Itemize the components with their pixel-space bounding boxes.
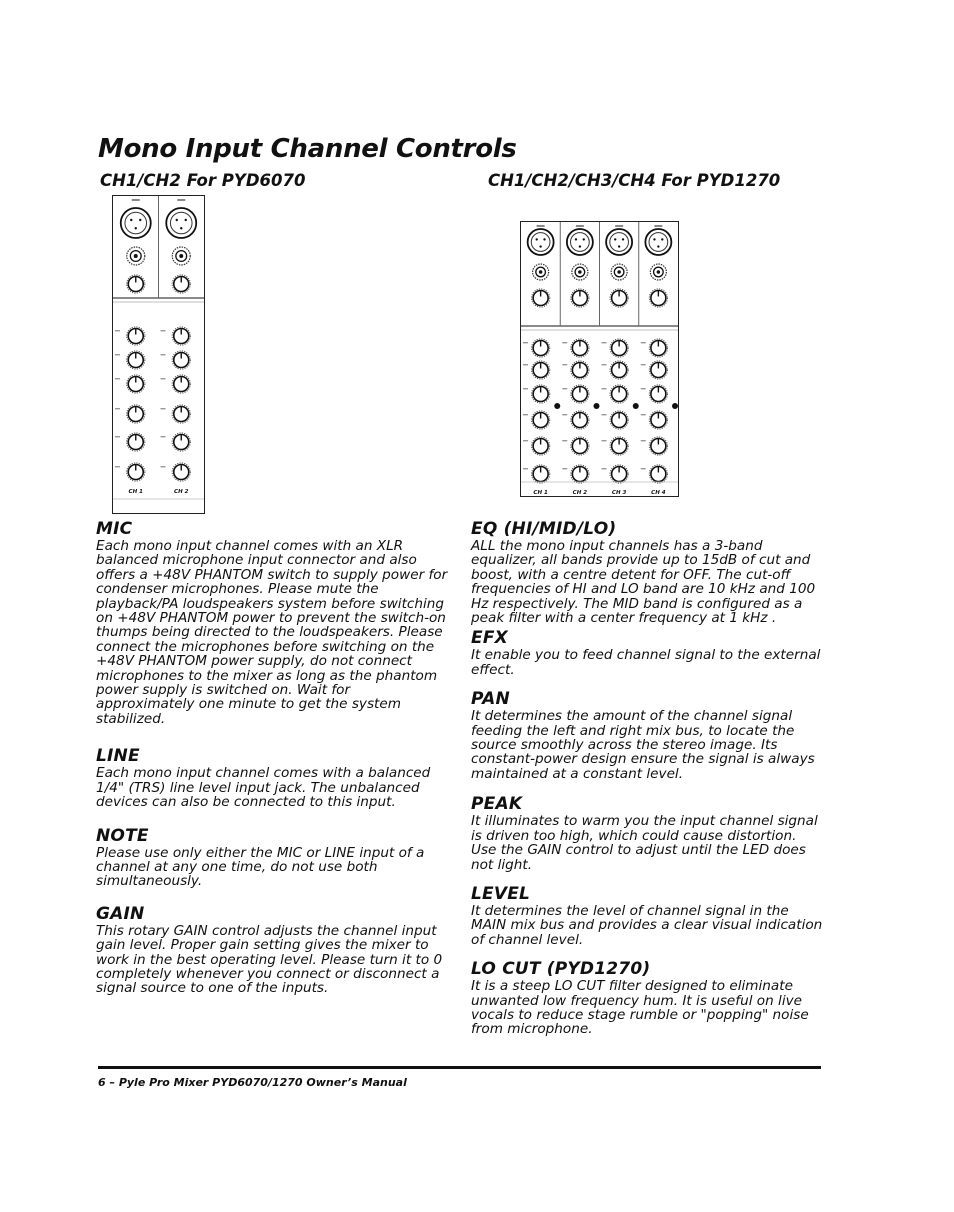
section-body: This rotary GAIN control adjusts the channel input gain level. Proper gain setting gives the mixer to work in the best operating level. Please turn it to 0 completely whenever you connect or disconnect a signal source to one of the inputs. bbox=[96, 922, 443, 997]
section-efx bbox=[471, 628, 823, 677]
xlr-pin bbox=[579, 245, 581, 247]
strip-label: CH 1 bbox=[128, 489, 143, 495]
rotary-knob bbox=[571, 385, 589, 403]
print-label bbox=[654, 225, 662, 227]
print-label bbox=[602, 342, 607, 343]
line-jack-hole bbox=[578, 270, 582, 274]
line-jack-hole bbox=[539, 270, 543, 274]
section-body: ALL the mono input channels has a 3-band equalizer, all bands provide up to 15dB of cut and boost, with a centre detent for OFF. The cut-off frequencies of HI and LO band are 10 kHz and 100 Hz respectively. The MID band is configured as a peak filter with a center frequency at 1 kHz . bbox=[471, 538, 816, 627]
section-line bbox=[96, 746, 448, 809]
xlr-pin bbox=[536, 238, 538, 240]
rotary-knob bbox=[610, 411, 628, 429]
page-footer: 6 – Pyle Pro Mixer PYD6070/1270 Owner’s Manual bbox=[98, 1076, 407, 1089]
section-heading: NOTE bbox=[96, 825, 149, 846]
print-label bbox=[641, 364, 646, 365]
print-label bbox=[161, 436, 166, 437]
print-label bbox=[641, 468, 646, 469]
rotary-knob bbox=[532, 289, 550, 307]
section-peak bbox=[471, 794, 823, 872]
xlr-pin bbox=[653, 238, 655, 240]
xlr-pin bbox=[176, 219, 178, 221]
rotary-knob bbox=[532, 385, 550, 403]
rotary-knob bbox=[610, 289, 628, 307]
section-heading: LINE bbox=[96, 746, 140, 767]
xlr-pin bbox=[622, 238, 624, 240]
right-column bbox=[471, 519, 823, 1037]
line-jack-hole bbox=[179, 254, 183, 258]
print-label bbox=[562, 414, 567, 415]
section-heading: MIC bbox=[96, 519, 133, 539]
print-label bbox=[602, 388, 607, 389]
rotary-knob bbox=[649, 289, 667, 307]
print-label bbox=[161, 466, 166, 467]
rotary-knob bbox=[610, 465, 628, 483]
rotary-knob bbox=[649, 411, 667, 429]
xlr-pin bbox=[139, 219, 141, 221]
section-mic bbox=[96, 519, 448, 726]
print-label bbox=[562, 364, 567, 365]
rotary-knob bbox=[127, 375, 145, 393]
subtitle-pyd1270: CH1/CH2/CH3/CH4 For PYD1270 bbox=[488, 171, 781, 190]
xlr-pin bbox=[135, 227, 137, 229]
rotary-knob bbox=[172, 405, 190, 423]
rotary-knob bbox=[610, 385, 628, 403]
strip-label: CH 4 bbox=[651, 490, 666, 496]
print-label bbox=[562, 440, 567, 441]
rotary-knob bbox=[571, 339, 589, 357]
print-label bbox=[615, 225, 623, 227]
print-label bbox=[161, 330, 166, 331]
footer-divider bbox=[98, 1066, 821, 1069]
page-title: Mono Input Channel Controls bbox=[98, 134, 517, 164]
section-level bbox=[471, 884, 823, 947]
print-label bbox=[523, 414, 528, 415]
print-label bbox=[115, 408, 120, 409]
pyd6070-channel-panel-image bbox=[112, 195, 205, 514]
peak-led bbox=[633, 403, 639, 409]
section-body: It determines the amount of the channel signal feeding the left and right mix bus, to locate the source smoothly across the stereo image. Its constant-power design ensure the signal is always maintained at a constant level. bbox=[471, 708, 815, 782]
print-label bbox=[602, 468, 607, 469]
print-label bbox=[641, 342, 646, 343]
rotary-knob bbox=[571, 465, 589, 483]
rotary-knob bbox=[610, 437, 628, 455]
strip-label: CH 2 bbox=[174, 489, 189, 495]
rotary-knob bbox=[571, 437, 589, 455]
rotary-knob bbox=[172, 275, 190, 293]
rotary-knob bbox=[532, 465, 550, 483]
print-label bbox=[115, 466, 120, 467]
peak-led bbox=[594, 403, 600, 409]
xlr-pin bbox=[657, 245, 659, 247]
rotary-knob bbox=[610, 361, 628, 379]
print-label bbox=[523, 388, 528, 389]
panel-drawing bbox=[521, 222, 678, 496]
section-heading: EFX bbox=[471, 628, 508, 649]
section-body: It enable you to feed channel signal to the external effect. bbox=[471, 647, 821, 678]
section-heading: PEAK bbox=[471, 794, 523, 815]
print-label bbox=[537, 225, 545, 227]
section-heading: LO CUT (PYD1270) bbox=[471, 959, 651, 980]
print-label bbox=[562, 388, 567, 389]
xlr-pin bbox=[618, 245, 620, 247]
rotary-knob bbox=[127, 275, 145, 293]
rotary-knob bbox=[649, 339, 667, 357]
rotary-knob bbox=[172, 463, 190, 481]
print-label bbox=[562, 342, 567, 343]
print-label bbox=[576, 225, 584, 227]
section-heading: LEVEL bbox=[471, 883, 531, 904]
print-label bbox=[523, 440, 528, 441]
left-column bbox=[96, 519, 448, 996]
print-label bbox=[641, 388, 646, 389]
pyd1270-channel-panel-image bbox=[520, 221, 679, 497]
xlr-pin bbox=[539, 245, 541, 247]
print-label bbox=[562, 468, 567, 469]
section-body: Each mono input channel comes with an XLR balanced microphone input connector and also offers a +48V PHANTOM switch to supply power for condenser microphones. Please mute the playback/PA loudspeakers system before switching on +48V PHANTOM power to prevent the switch-on thumps being directed to the loudspeakers. Please connect the microphones before switching on the +48V PHANTOM power supply, do not connect microphones to the mixer as long as the phantom power supply is switched on. Wait for approximately one minute to get the system stabilized. bbox=[96, 538, 448, 727]
print-label bbox=[602, 414, 607, 415]
rotary-knob bbox=[532, 339, 550, 357]
print-label bbox=[115, 378, 120, 379]
xlr-pin bbox=[180, 227, 182, 229]
print-label bbox=[602, 364, 607, 365]
rotary-knob bbox=[172, 327, 190, 345]
line-jack-hole bbox=[134, 254, 138, 258]
section-eq-hi-mid-lo bbox=[471, 519, 823, 625]
print-label bbox=[523, 468, 528, 469]
section-gain bbox=[96, 904, 448, 996]
print-label bbox=[115, 354, 120, 355]
rotary-knob bbox=[172, 351, 190, 369]
rotary-knob bbox=[172, 433, 190, 451]
print-label bbox=[161, 378, 166, 379]
print-label bbox=[602, 440, 607, 441]
section-body: It illuminates to warm you the input channel signal is driven too high, which could cause distortion. Use the GAIN control to adjust until the LED does not light. bbox=[471, 813, 818, 873]
subtitle-pyd6070: CH1/CH2 For PYD6070 bbox=[100, 171, 306, 190]
rotary-knob bbox=[571, 411, 589, 429]
strip-label: CH 3 bbox=[611, 490, 627, 496]
rotary-knob bbox=[532, 437, 550, 455]
section-heading: PAN bbox=[471, 689, 510, 710]
section-pan bbox=[471, 689, 823, 781]
xlr-pin bbox=[583, 238, 585, 240]
print-label bbox=[161, 354, 166, 355]
section-body: Each mono input channel comes with a balanced 1/4" (TRS) line level input jack. The unbalanced devices can also be connected to this input. bbox=[96, 765, 431, 811]
rotary-knob bbox=[127, 327, 145, 345]
rotary-knob bbox=[649, 385, 667, 403]
strip-label: CH 2 bbox=[572, 490, 588, 496]
section-heading: EQ (HI/MID/LO) bbox=[471, 519, 617, 539]
peak-led bbox=[672, 403, 678, 409]
xlr-pin bbox=[543, 238, 545, 240]
print-label bbox=[523, 342, 528, 343]
panel-drawing bbox=[113, 196, 204, 513]
rotary-knob bbox=[172, 375, 190, 393]
xlr-pin bbox=[614, 238, 616, 240]
print-label bbox=[641, 414, 646, 415]
rotary-knob bbox=[649, 361, 667, 379]
line-jack-hole bbox=[617, 270, 621, 274]
rotary-knob bbox=[127, 405, 145, 423]
rotary-knob bbox=[649, 465, 667, 483]
section-body: It is a steep LO CUT filter designed to eliminate unwanted low frequency hum. It is useful on live vocals to reduce stage rumble or "popping" noise from microphone. bbox=[471, 978, 809, 1038]
rotary-knob bbox=[532, 361, 550, 379]
rotary-knob bbox=[571, 361, 589, 379]
print-label bbox=[161, 408, 166, 409]
print-label bbox=[641, 440, 646, 441]
rotary-knob bbox=[610, 339, 628, 357]
strip-label: CH 1 bbox=[533, 490, 548, 496]
xlr-pin bbox=[661, 238, 663, 240]
section-body: It determines the level of channel signal in the MAIN mix bus and provides a clear visual indication of channel level. bbox=[471, 902, 823, 948]
rotary-knob bbox=[127, 463, 145, 481]
section-body: Please use only either the MIC or LINE input of a channel at any one time, do not use both simultaneously. bbox=[96, 844, 425, 890]
xlr-pin bbox=[185, 219, 187, 221]
rotary-knob bbox=[127, 433, 145, 451]
print-label bbox=[523, 364, 528, 365]
rotary-knob bbox=[127, 351, 145, 369]
xlr-pin bbox=[575, 238, 577, 240]
print-label bbox=[115, 330, 120, 331]
section-note bbox=[96, 826, 448, 889]
rotary-knob bbox=[532, 411, 550, 429]
print-label bbox=[115, 436, 120, 437]
print-label bbox=[132, 199, 140, 201]
xlr-pin bbox=[130, 219, 132, 221]
peak-led bbox=[554, 403, 560, 409]
line-jack-hole bbox=[657, 270, 661, 274]
section-lo-cut-pyd1270 bbox=[471, 959, 823, 1037]
rotary-knob bbox=[571, 289, 589, 307]
rotary-knob bbox=[649, 437, 667, 455]
print-label bbox=[177, 199, 185, 201]
section-heading: GAIN bbox=[96, 903, 145, 924]
